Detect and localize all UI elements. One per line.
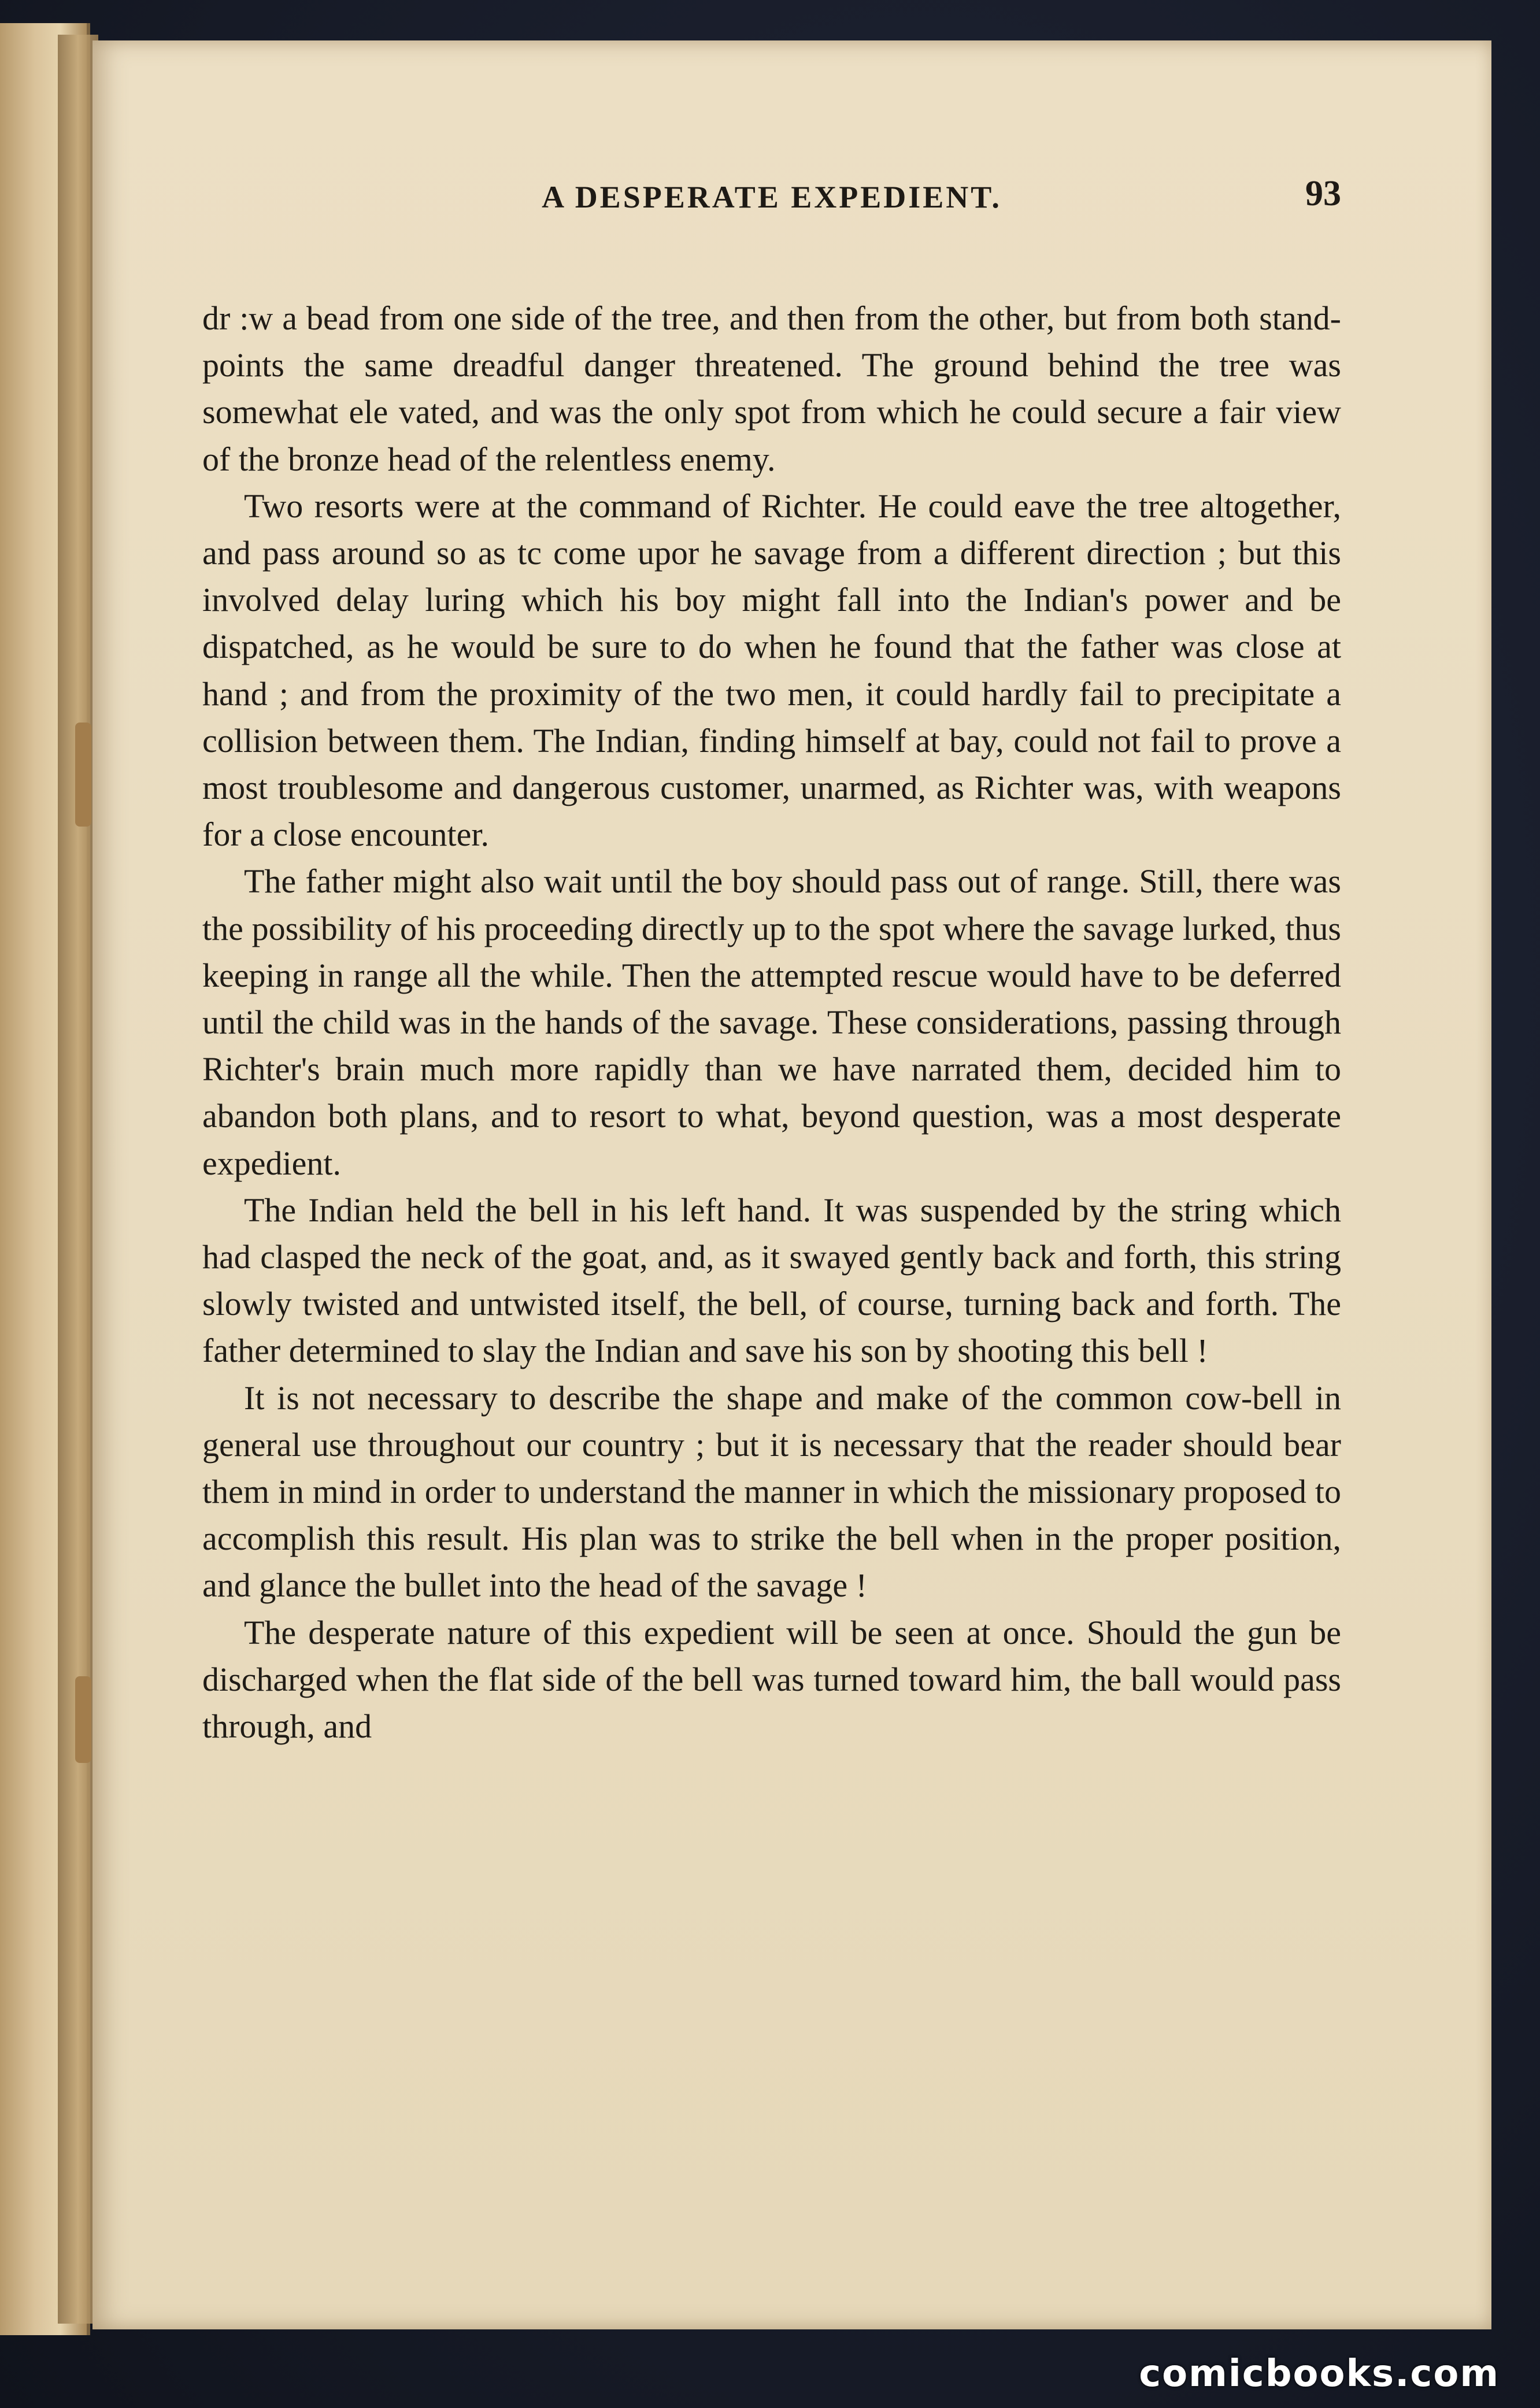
paragraph: The desperate nature of this expedient will be seen at once. Should the gun be discharged when the flat side of the bell was turned toward him, the ball would pass through, and (202, 1613, 1341, 1746)
running-head: A DESPERATE EXPEDIENT. (542, 180, 1002, 214)
paragraph: The father might also wait until the boy should pass out of range. Still, there was the possibility of his proceeding directly up to the spot where the savage lurked, thus keeping in range all the while. Then the attempted rescue would have to be deferred until the child was in the hands of the savage. These considerations, passing through Richter's brain much more rapidly than we have narrated them, decided him to abandon both plans, and to resort to what, beyond question, was a most desperate expedient. (202, 862, 1341, 1182)
site-watermark: comicbooks.com (1139, 2353, 1500, 2395)
paragraph: It is not necessary to describe the shape and make of the common cow-bell in general use throughout our country ; but it is necessary that the reader should bear them in mind in order to understand the manner in which the missionary proposed to accomplish this result. His plan was to strike the bell when in the proper position, and glance the bullet into the head of the savage ! (202, 1379, 1341, 1605)
body-text (202, 295, 1341, 1750)
book-page (92, 40, 1491, 2329)
paragraph: Two resorts were at the command of Richter. He could eave the tree altogether, and pass around so as tc come upor he savage from a different direction ; but this involved delay luring which his boy might fall into the Indian's power and be dispatched, as he would be sure to do when he found that the father was close at hand ; and from the proximity of the two men, it could hardly fail to precipitate a collision between them. The Indian, finding himself at bay, could not fail to prove a most troublesome and dangerous customer, unarmed, as Richter was, with weapons for a close encounter. (202, 487, 1341, 854)
page-header (202, 173, 1341, 243)
page-number: 93 (1305, 174, 1341, 213)
paragraph: The Indian held the bell in his left hand. It was suspended by the string which had clasped the neck of the goat, and, as it swayed gently back and forth, this string slowly twisted and untwisted itself, the bell, of course, turning back and forth. The father determined to slay the Indian and save his son by shooting this bell ! (202, 1191, 1341, 1370)
page-tear-mark (75, 1676, 91, 1763)
paragraph: dr :w a bead from one side of the tree, and then from the other, but from both stand-points the same dreadful danger threatened. The ground behind the tree was somewhat ele vated, and was the only spot from which he could secure a fair view of the bronze head of the relentless enemy. (202, 299, 1341, 478)
page-tear-mark (75, 723, 91, 827)
